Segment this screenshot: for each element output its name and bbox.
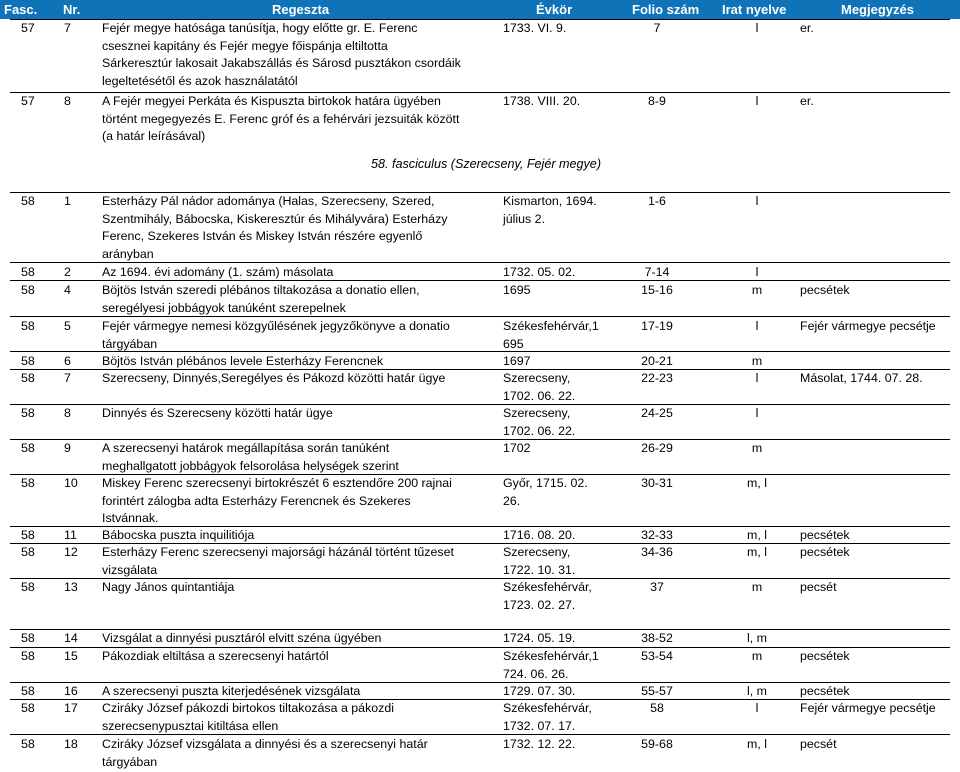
- header-fasc: Fasc.: [4, 2, 38, 17]
- irat-nyelve-cell: m: [751, 580, 763, 594]
- nr-cell: 18: [64, 737, 78, 751]
- fasc-cell: 58: [21, 684, 35, 698]
- fasc-cell: 58: [21, 631, 35, 645]
- irat-nyelve-cell: m: [751, 441, 763, 455]
- header-irat: Irat nyelve: [722, 2, 787, 17]
- regeszta-cell: (a határ leírásával): [102, 129, 206, 144]
- regeszta-cell: szerecsenypusztai kitiltása ellen: [102, 718, 279, 733]
- regeszta-cell: Cziráky József vizsgálata a dinnyési és a szerecsenyi határ: [102, 737, 428, 751]
- header-evkor: Évkör: [536, 2, 573, 17]
- evkor-cell: Szerecseny,: [503, 371, 571, 385]
- regeszta-cell: Fejér vármegye nemesi közgyűlésének jegyzőkönyve a donatio: [102, 319, 450, 333]
- nr-cell: 11: [64, 528, 77, 542]
- folio-cell: 7-14: [644, 265, 670, 279]
- nr-cell: 16: [64, 684, 78, 698]
- header-megjegyzes: Megjegyzés: [841, 2, 914, 17]
- regeszta-cell: forintért zálogba adta Esterházy Ferencnek és Szekeres: [102, 493, 411, 508]
- fasc-cell: 58: [21, 319, 35, 333]
- section-title: 58. fasciculus (Szerecseny, Fejér megye): [370, 157, 602, 171]
- regeszta-cell: történt megegyezés E. Ferenc gróf és a fehérvári jezsuiták között: [102, 111, 460, 126]
- nr-cell: 8: [64, 94, 71, 108]
- evkor-cell: július 2.: [503, 211, 546, 226]
- megjegyzes-cell: er.: [800, 21, 814, 35]
- regeszta-cell: Istvánnak.: [102, 511, 159, 526]
- regeszta-cell: Bábocska puszta inquilitiója: [102, 528, 255, 542]
- evkor-cell: 1716. 08. 20.: [503, 528, 576, 542]
- fasc-cell: 57: [21, 94, 35, 108]
- folio-cell: 17-19: [641, 319, 673, 333]
- regeszta-cell: seregélyesi jobbágyok tanúként szerepelnek: [102, 300, 346, 315]
- evkor-cell: 1702. 06. 22.: [503, 423, 576, 438]
- regeszta-cell: csesznei kapitány és Fejér megye főispánja eltiltotta: [102, 38, 388, 53]
- header-folio: Folio szám: [632, 2, 700, 17]
- folio-cell: 15-16: [641, 283, 673, 297]
- nr-cell: 1: [64, 194, 71, 208]
- megjegyzes-cell: pecsétek: [800, 283, 850, 297]
- evkor-cell: 1702: [503, 441, 531, 455]
- evkor-cell: 1722. 10. 31.: [503, 562, 576, 577]
- irat-nyelve-cell: m, l: [747, 737, 767, 751]
- fasc-cell: 58: [21, 737, 35, 751]
- evkor-cell: Szerecseny,: [503, 545, 571, 559]
- irat-nyelve-cell: m, l: [747, 545, 767, 559]
- folio-cell: 38-52: [641, 631, 673, 645]
- regeszta-cell: Pákozdiak eltiltása a szerecsenyi határtól: [102, 649, 329, 663]
- regeszta-cell: Sárkeresztúr lakosait Jakabszállás és Sárosd pusztákon csordáik: [102, 56, 461, 71]
- folio-cell: 32-33: [641, 528, 673, 542]
- nr-cell: 17: [64, 701, 78, 715]
- evkor-cell: 1732. 07. 17.: [503, 718, 576, 733]
- fasc-cell: 57: [21, 21, 35, 35]
- regeszta-cell: Dinnyés és Szerecseny közötti határ ügye: [102, 406, 333, 420]
- regeszta-cell: Szentmihály, Bábocska, Kiskeresztúr és Mihályvára) Esterházy: [102, 211, 448, 226]
- fasc-cell: 58: [21, 545, 35, 559]
- irat-nyelve-cell: l: [755, 319, 759, 333]
- evkor-cell: Kismarton, 1694.: [503, 194, 597, 208]
- irat-nyelve-cell: m, l: [747, 528, 767, 542]
- evkor-cell: Székesfehérvár,: [503, 701, 592, 715]
- regeszta-cell: vizsgálata: [102, 562, 158, 577]
- nr-cell: 6: [64, 354, 71, 368]
- fasc-cell: 58: [21, 528, 35, 542]
- evkor-cell: Szerecseny,: [503, 406, 571, 420]
- regeszta-cell: Esterházy Pál nádor adománya (Halas, Szerecseny, Szered,: [102, 194, 435, 208]
- fasc-cell: 58: [21, 406, 35, 420]
- fasc-cell: 58: [21, 649, 35, 663]
- regeszta-cell: Cziráky József pákozdi birtokos tiltakozása a pákozdi: [102, 701, 395, 715]
- regeszta-cell: Nagy János quintantiája: [102, 580, 235, 594]
- megjegyzes-cell: pecsét: [800, 580, 837, 594]
- folio-cell: 20-21: [641, 354, 673, 368]
- regeszta-cell: Az 1694. évi adomány (1. szám) másolata: [102, 265, 334, 279]
- regeszta-cell: Vizsgálat a dinnyési pusztáról elvitt széna ügyében: [102, 631, 382, 645]
- megjegyzes-cell: pecsétek: [800, 545, 850, 559]
- folio-cell: 58: [650, 701, 664, 715]
- irat-nyelve-cell: l: [755, 371, 759, 385]
- evkor-cell: 26.: [503, 493, 521, 508]
- nr-cell: 7: [64, 21, 71, 35]
- regeszta-cell: Fejér megye hatósága tanúsítja, hogy előtte gr. E. Ferenc: [102, 21, 418, 35]
- irat-nyelve-cell: l: [755, 265, 759, 279]
- evkor-cell: Székesfehérvár,1: [503, 319, 599, 333]
- nr-cell: 13: [64, 580, 78, 594]
- evkor-cell: 1738. VIII. 20.: [503, 94, 581, 108]
- regeszta-cell: Böjtös István plébános levele Esterházy Ferencnek: [102, 354, 384, 368]
- evkor-cell: Győr, 1715. 02.: [503, 476, 588, 490]
- irat-nyelve-cell: m: [751, 649, 763, 663]
- irat-nyelve-cell: l, m: [747, 631, 767, 645]
- regeszta-cell: Miskey Ferenc szerecsenyi birtokrészét 6 esztendőre 200 rajnai: [102, 476, 452, 490]
- regeszta-cell: meghallgatott jobbágyok felsorolása helységek szerint: [102, 458, 399, 473]
- folio-cell: 34-36: [641, 545, 673, 559]
- megjegyzes-cell: Másolat, 1744. 07. 28.: [800, 371, 923, 385]
- regeszta-cell: A szerecsenyi határok megállapítása során tanúként: [102, 441, 390, 455]
- evkor-cell: 1695: [503, 283, 531, 297]
- nr-cell: 15: [64, 649, 78, 663]
- irat-nyelve-cell: l: [755, 406, 759, 420]
- fasc-cell: 58: [21, 580, 35, 594]
- irat-nyelve-cell: m: [751, 283, 763, 297]
- nr-cell: 10: [64, 476, 78, 490]
- megjegyzes-cell: pecsétek: [800, 684, 850, 698]
- evkor-cell: 1729. 07. 30.: [503, 684, 576, 698]
- megjegyzes-cell: er.: [800, 94, 814, 108]
- folio-cell: 37: [650, 580, 664, 594]
- irat-nyelve-cell: m, l: [747, 476, 767, 490]
- evkor-cell: 695: [503, 336, 524, 351]
- fasc-cell: 58: [21, 701, 35, 715]
- nr-cell: 8: [64, 406, 71, 420]
- evkor-cell: 724. 06. 26.: [503, 666, 569, 681]
- header-regeszta: Regeszta: [272, 2, 330, 17]
- nr-cell: 14: [64, 631, 78, 645]
- regeszta-cell: Böjtös István szeredi plébános tiltakozása a donatio ellen,: [102, 283, 420, 297]
- regeszta-cell: A szerecsenyi puszta kiterjedésének vizsgálata: [102, 684, 361, 698]
- fasc-cell: 58: [21, 265, 35, 279]
- regeszta-cell: arányban: [102, 246, 154, 261]
- regeszta-cell: Esterházy Ferenc szerecsenyi majorsági házánál történt tűzeset: [102, 545, 454, 559]
- megjegyzes-cell: pecsétek: [800, 528, 850, 542]
- evkor-cell: 1732. 05. 02.: [503, 265, 576, 279]
- folio-cell: 24-25: [641, 406, 673, 420]
- nr-cell: 5: [64, 319, 71, 333]
- evkor-cell: Székesfehérvár,: [503, 580, 592, 594]
- folio-cell: 7: [653, 21, 661, 35]
- table-header: [0, 0, 960, 19]
- nr-cell: 12: [64, 545, 78, 559]
- irat-nyelve-cell: m: [751, 354, 763, 368]
- evkor-cell: 1697: [503, 354, 531, 368]
- evkor-cell: 1733. VI. 9.: [503, 21, 567, 35]
- megjegyzes-cell: Fejér vármegye pecsétje: [800, 701, 936, 715]
- evkor-cell: 1724. 05. 19.: [503, 631, 576, 645]
- regeszta-cell: Szerecseny, Dinnyés,Seregélyes és Pákozd közötti határ ügye: [102, 371, 446, 385]
- fasc-cell: 58: [21, 283, 35, 297]
- evkor-cell: 1732. 12. 22.: [503, 737, 576, 751]
- regeszta-cell: Ferenc, Szekeres István és Miskey István részére egyenlő: [102, 229, 423, 244]
- folio-cell: 8-9: [648, 94, 666, 108]
- irat-nyelve-cell: l: [755, 94, 759, 108]
- evkor-cell: 1702. 06. 22.: [503, 388, 576, 403]
- fasc-cell: 58: [21, 354, 35, 368]
- fasc-cell: 58: [21, 476, 35, 490]
- regeszta-cell: tárgyában: [102, 754, 158, 769]
- regeszta-cell: tárgyában: [102, 336, 158, 351]
- folio-cell: 55-57: [641, 684, 673, 698]
- nr-cell: 4: [64, 283, 71, 297]
- nr-cell: 7: [64, 371, 71, 385]
- header-nr: Nr.: [63, 2, 81, 17]
- fasc-cell: 58: [21, 441, 35, 455]
- folio-cell: 26-29: [641, 441, 673, 455]
- megjegyzes-cell: Fejér vármegye pecsétje: [800, 319, 936, 333]
- irat-nyelve-cell: l: [755, 701, 759, 715]
- folio-cell: 1-6: [648, 194, 666, 208]
- irat-nyelve-cell: l: [755, 194, 759, 208]
- folio-cell: 59-68: [641, 737, 673, 751]
- regeszta-cell: legeltetésétől és azok használatától: [102, 73, 298, 88]
- nr-cell: 2: [64, 265, 71, 279]
- irat-nyelve-cell: l, m: [747, 684, 767, 698]
- irat-nyelve-cell: l: [755, 21, 759, 35]
- nr-cell: 9: [64, 441, 71, 455]
- megjegyzes-cell: pecsét: [800, 737, 837, 751]
- megjegyzes-cell: pecsétek: [800, 649, 850, 663]
- fasc-cell: 58: [21, 194, 35, 208]
- folio-cell: 53-54: [641, 649, 673, 663]
- fasc-cell: 58: [21, 371, 35, 385]
- evkor-cell: Székesfehérvár,1: [503, 649, 599, 663]
- regeszta-cell: A Fejér megyei Perkáta és Kispuszta birtokok határa ügyében: [102, 94, 441, 108]
- folio-cell: 30-31: [641, 476, 673, 490]
- evkor-cell: 1723. 02. 27.: [503, 597, 576, 612]
- folio-cell: 22-23: [641, 371, 673, 385]
